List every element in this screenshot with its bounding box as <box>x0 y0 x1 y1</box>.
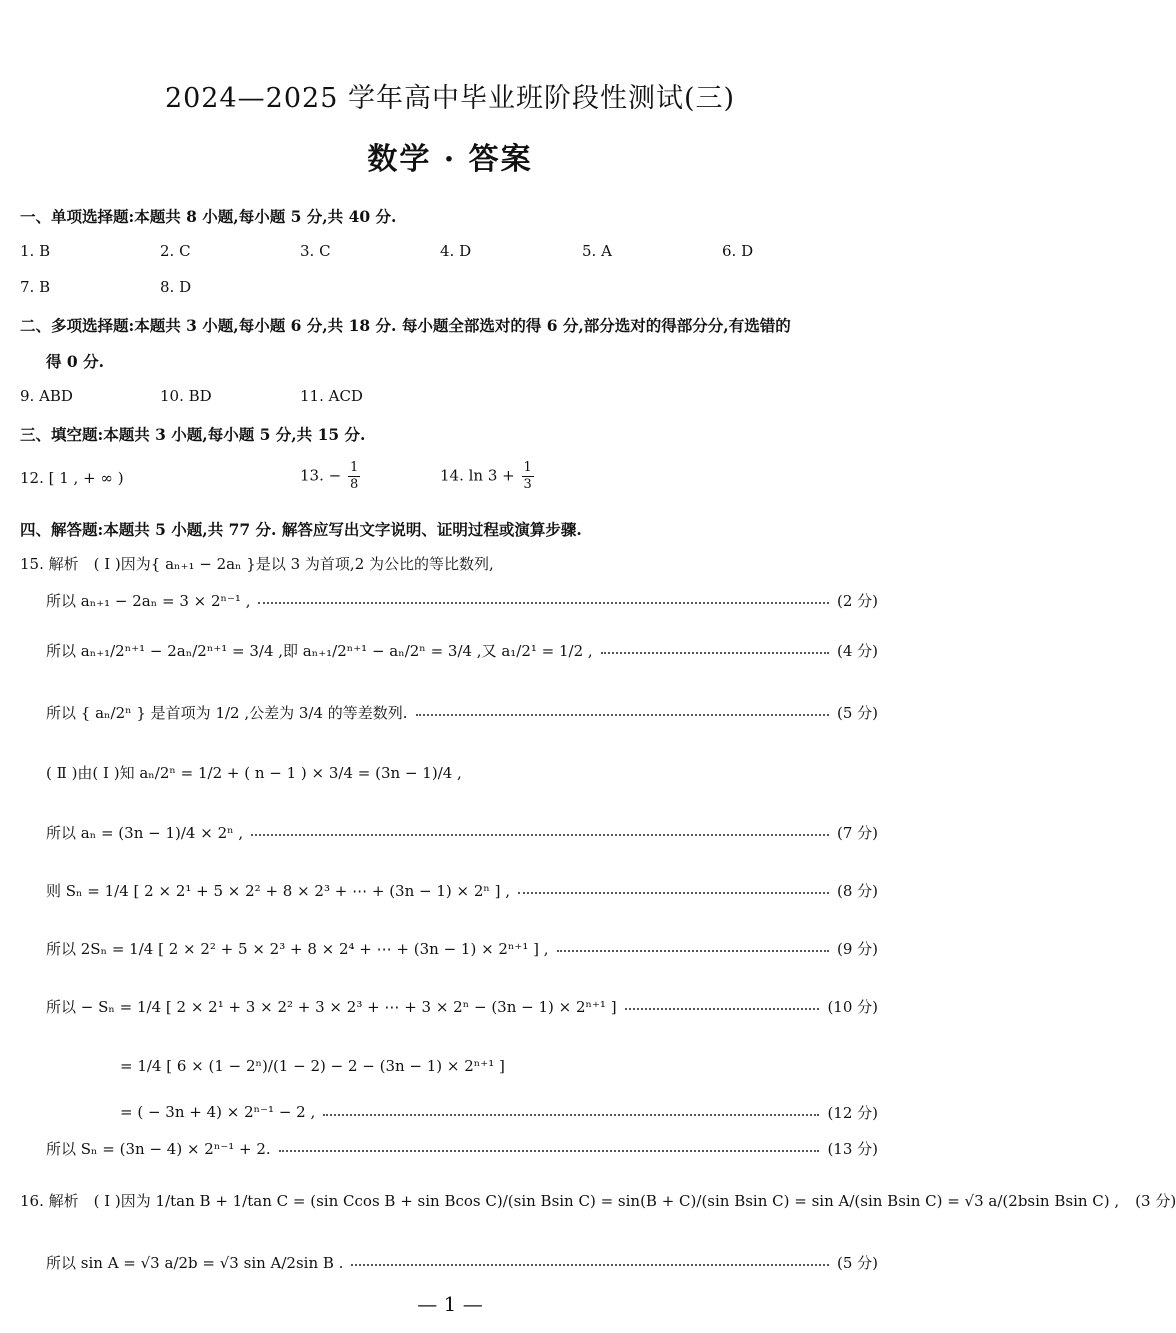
answer-item: 9. ABD <box>20 387 73 405</box>
score-label: (5 分) <box>836 1253 878 1272</box>
score-label: (10 分) <box>827 997 878 1016</box>
dotted-leader <box>351 1264 829 1266</box>
answer-item: 2. C <box>160 242 191 260</box>
solution-line <box>46 1128 878 1168</box>
solution-text: = 1/4 [ 6 × (1 − 2ⁿ)/(1 − 2) − 2 − (3n − 1) × 2ⁿ⁺¹ ] <box>120 1057 505 1075</box>
score-label: (8 分) <box>836 881 878 900</box>
solution-text: = ( − 3n + 4) × 2ⁿ⁻¹ − 2 , <box>120 1103 316 1121</box>
page-number: — 1 — <box>417 1292 483 1316</box>
fraction-denominator: 8 <box>349 477 359 492</box>
dotted-leader <box>416 714 829 716</box>
answer-item: 8. D <box>160 278 192 296</box>
score-label: (5 分) <box>836 703 878 722</box>
fraction-numerator: 1 <box>349 460 359 475</box>
section-heading-continuation: 得 0 分. <box>46 352 104 371</box>
solution-line <box>46 630 878 670</box>
solution-text: 则 Sₙ = 1/4 [ 2 × 2¹ + 5 × 2² + 8 × 2³ + ⋯ + (3n − 1) × 2ⁿ ] , <box>46 881 511 900</box>
solution-line <box>46 580 878 620</box>
score-label: (7 分) <box>836 823 878 842</box>
solution-line <box>46 1242 878 1282</box>
solution-line <box>46 692 878 732</box>
section-heading-fill-blank: 三、填空题:本题共 3 小题,每小题 5 分,共 15 分. <box>20 425 366 444</box>
solution-text: 所以 aₙ = (3n − 1)/4 × 2ⁿ , <box>46 823 244 842</box>
solution-15-intro: 15. 解析 ( Ⅰ )因为{ aₙ₊₁ − 2aₙ }是以 3 为首项,2 为公比的等比数列, <box>20 555 494 573</box>
answer-item-14 <box>440 460 536 493</box>
answer-item: 4. D <box>440 242 472 260</box>
score-label: (9 分) <box>836 939 878 958</box>
answer-item: 7. B <box>20 278 51 296</box>
dotted-leader <box>258 602 829 604</box>
dotted-leader <box>601 652 829 654</box>
answer-item: 5. A <box>582 242 612 260</box>
answer-item: 3. C <box>300 242 331 260</box>
section-heading-single-choice: 一、单项选择题:本题共 8 小题,每小题 5 分,共 40 分. <box>20 207 397 226</box>
document-subtitle: 数学 · 答案 <box>367 142 533 177</box>
solution-text: 所以 aₙ₊₁ − 2aₙ = 3 × 2ⁿ⁻¹ , <box>46 591 251 610</box>
solution-line <box>120 1092 878 1132</box>
dotted-leader <box>279 1150 820 1152</box>
score-label: (12 分) <box>827 1103 878 1122</box>
solution-text: 所以 sin A = √3 a/2b = √3 sin A/2sin B . <box>46 1253 344 1272</box>
solution-line <box>120 1046 878 1086</box>
section-heading-solutions: 四、解答题:本题共 5 小题,共 77 分. 解答应写出文字说明、证明过程或演算步骤. <box>20 520 582 539</box>
solution-text: 16. 解析 ( Ⅰ )因为 1/tan B + 1/tan C = (sin Ccos B + sin Bcos C)/(sin Bsin C) = sin(B + C)/(sin Bsin C) = sin A/(sin Bsin C) = √3 a/(2bsin Bsin C) , <box>20 1191 1120 1210</box>
answer-prefix: 13. − <box>300 466 342 485</box>
solution-text: ( Ⅱ )由( Ⅰ )知 aₙ/2ⁿ = 1/2 + ( n − 1 ) × 3/4 = (3n − 1)/4 , <box>46 763 462 782</box>
answer-item: 1. B <box>20 242 51 260</box>
dotted-leader <box>557 950 829 952</box>
section-heading-multi-choice: 二、多项选择题:本题共 3 小题,每小题 6 分,共 18 分. 每小题全部选对的得 6 分,部分选对的得部分分,有选错的 <box>20 316 791 335</box>
score-label: (13 分) <box>827 1139 878 1158</box>
solution-text: 所以 2Sₙ = 1/4 [ 2 × 2² + 5 × 2³ + 8 × 2⁴ + ⋯ + (3n − 1) × 2ⁿ⁺¹ ] , <box>46 939 549 958</box>
solution-text: 所以 Sₙ = (3n − 4) × 2ⁿ⁻¹ + 2. <box>46 1139 271 1158</box>
answer-prefix: 14. ln 3 + <box>440 466 515 485</box>
solution-line <box>46 752 878 792</box>
answer-item: 11. ACD <box>300 387 363 405</box>
solution-text: 所以 − Sₙ = 1/4 [ 2 × 2¹ + 3 × 2² + 3 × 2³ + ⋯ + 3 × 2ⁿ − (3n − 1) × 2ⁿ⁺¹ ] <box>46 997 617 1016</box>
fraction <box>522 460 534 493</box>
solution-text: 所以 { aₙ/2ⁿ } 是首项为 1/2 ,公差为 3/4 的等差数列. <box>46 703 408 722</box>
solution-line <box>46 870 878 910</box>
answer-item: 6. D <box>722 242 754 260</box>
solution-text: 所以 aₙ₊₁/2ⁿ⁺¹ − 2aₙ/2ⁿ⁺¹ = 3/4 ,即 aₙ₊₁/2ⁿ⁺¹ − aₙ/2ⁿ = 3/4 ,又 a₁/2¹ = 1/2 , <box>46 641 593 660</box>
score-label: (4 分) <box>836 641 878 660</box>
document-title: 2024—2025 学年高中毕业班阶段性测试(三) <box>164 83 736 114</box>
solution-line <box>46 928 878 968</box>
fraction-denominator: 3 <box>523 477 532 492</box>
dotted-leader <box>323 1114 819 1116</box>
solution-line <box>20 1180 1176 1220</box>
dotted-leader <box>251 834 829 836</box>
answer-item: 10. BD <box>160 387 212 405</box>
dotted-leader <box>518 892 829 894</box>
fraction-numerator: 1 <box>523 460 532 475</box>
solution-line <box>46 986 878 1026</box>
score-label: (2 分) <box>836 591 878 610</box>
answer-item: 12. [ 1 , + ∞ ) <box>20 469 124 487</box>
dotted-leader <box>625 1008 820 1010</box>
fraction <box>348 460 360 493</box>
solution-line <box>46 812 878 852</box>
answer-item-13 <box>300 460 362 493</box>
score-label: (3 分) <box>1135 1191 1176 1210</box>
